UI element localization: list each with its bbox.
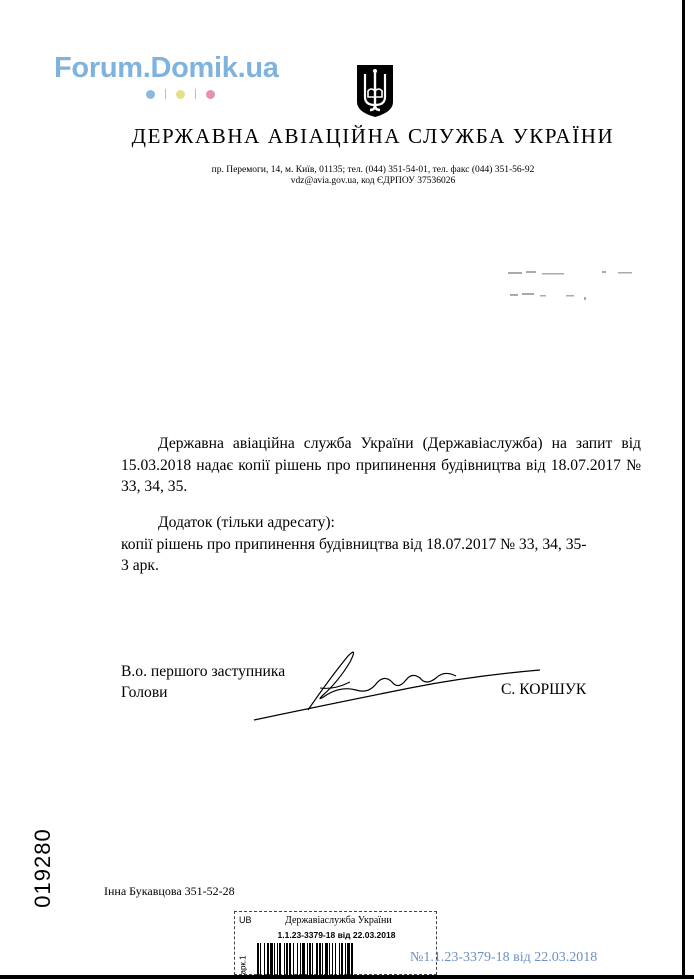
watermark-dots (146, 89, 215, 99)
signatory-position-line2: Голови (121, 684, 168, 701)
address-line: пр. Перемоги, 14, м. Київ, 01135; тел. (044) 351-54-01, тел. факс (044) 351-56-92 (211, 165, 535, 175)
annex-block (121, 512, 641, 577)
body-paragraph: Державна авіаційна служба України (Державіаслужба) на запит від 15.03.2018 надає копії рішень про припинення будівництва від 18.07.2017 № 33, 34, 35. (121, 435, 641, 495)
signatory-position-line1: В.о. першого заступника (121, 663, 286, 680)
barcode (257, 943, 433, 975)
watermark-dot-pink (206, 90, 215, 99)
signatory-name: С. КОРШУК (501, 681, 587, 698)
coat-of-arms-icon (356, 64, 394, 123)
letterhead-address (0, 165, 694, 187)
watermark-logo: Forum.Domik.ua (54, 52, 279, 84)
annex-title: Додаток (тільки адресату): (158, 514, 335, 531)
organization-title: ДЕРЖАВНА АВІАЦІЙНА СЛУЖБА УКРАЇНИ (131, 124, 615, 148)
contact-line: vdz@avia.gov.ua, код ЄДРПОУ 37536026 (290, 176, 456, 186)
stamp-service: Державіаслужба України (285, 915, 392, 926)
stamp-ub: UB (239, 915, 252, 925)
letter-body (121, 433, 641, 498)
stamp-sheet: арк.1 (238, 955, 248, 975)
watermark-dot-yellow (176, 90, 185, 99)
registration-stamp (234, 911, 437, 975)
registration-number (30, 826, 56, 910)
blue-registration-mark: №1.1.23-3379-18 від 22.03.2018 (410, 950, 598, 965)
registration-number-text: 019280 (30, 828, 55, 908)
stamp-reg-number: 1.1.23-3379-18 від 22.03.2018 (277, 930, 396, 940)
executor-contact: Інна Букавцова 351-52-28 (104, 884, 235, 898)
redacted-recipient (506, 268, 636, 317)
watermark-dot-blue (146, 90, 155, 99)
annex-sheets: 3 арк. (121, 557, 159, 574)
annex-line: копії рішень про припинення будівництва від 18.07.2017 № 33, 34, 35- (121, 535, 587, 553)
page-edge-bottom (0, 975, 694, 979)
